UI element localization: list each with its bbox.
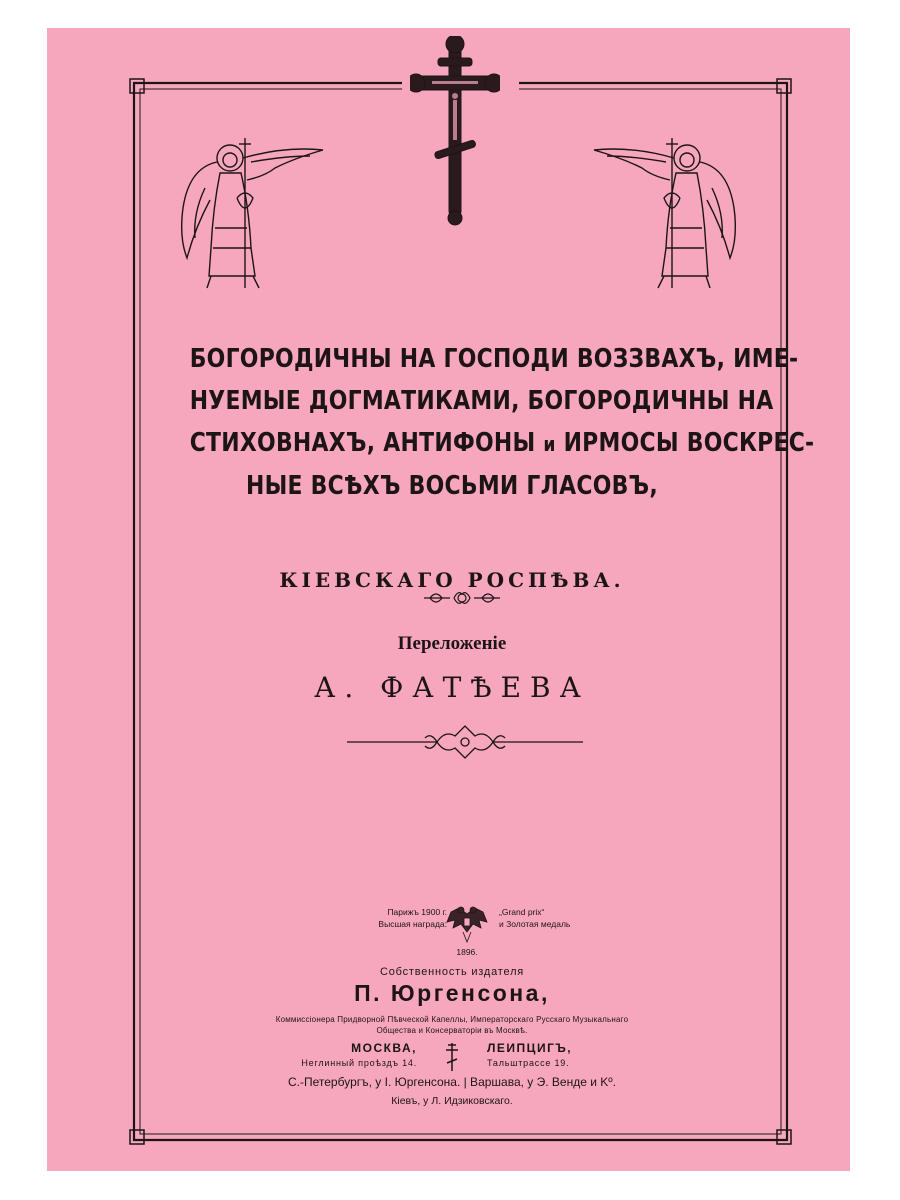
city-leipzig: ЛЕИПЦИГЪ, [487,1041,573,1055]
owner-line: Собственность издателя [379,966,525,978]
branches-line: С.-Петербургъ, у І. Юргенсона. | Варшава, у Э. Венде и Kº. [287,1075,616,1089]
imperial-eagle-icon [445,904,489,944]
ornament-small-icon [422,586,502,610]
book-cover [47,28,850,1171]
angel-right-icon [592,128,742,293]
small-cross-icon [442,1041,462,1073]
book-subtitle: КІЕВСКАГО РОСПѢВА. [279,568,625,592]
arranged-label: Переложеніе [397,633,507,654]
ornament-flourish-icon [345,722,585,762]
angel-left-icon [175,128,325,293]
award-text-left: Парижъ 1900 г. Высшая награда: [378,907,447,929]
title-line: БОГОРОДИЧНЫ НА ГОСПОДИ ВОЗЗВАХЪ, ИМЕ- [189,344,799,374]
city-moscow: МОСКВА, [351,1041,417,1055]
award-year: 1896. [456,947,478,957]
cross-icon [410,36,500,226]
publisher-description: Коммиссіонера Придворной Пѣвческой Капеллы, Императорскаго Русскаго Музыкальнаго Общества и Консерваторіи въ Москвѣ. [275,1015,629,1035]
title-line: НЫЕ ВСѢХЪ ВОСЬМИ ГЛАСОВЪ, [245,471,659,501]
address-leipzig: Тальштрассе 19. [487,1058,570,1068]
title-line: НУЕМЫЕ ДОГМАТИКАМИ, БОГОРОДИЧНЫ НА [189,386,774,416]
publisher-name: П. Юргенсона, [354,980,550,1006]
author-name: А. ФАТѢЕВА [314,671,590,704]
branches-line-kiev: Кіевъ, у Л. Идзиковскаго. [391,1095,513,1107]
address-moscow: Неглинный проѣздъ 14. [301,1058,417,1068]
award-text-right: „Grand prix“ и Золотая медаль [499,907,571,929]
title-line: СТИХОВНАХЪ, АНТИФОНЫ и ИРМОСЫ ВОСКРЕС- [189,428,815,458]
book-title [189,338,815,507]
